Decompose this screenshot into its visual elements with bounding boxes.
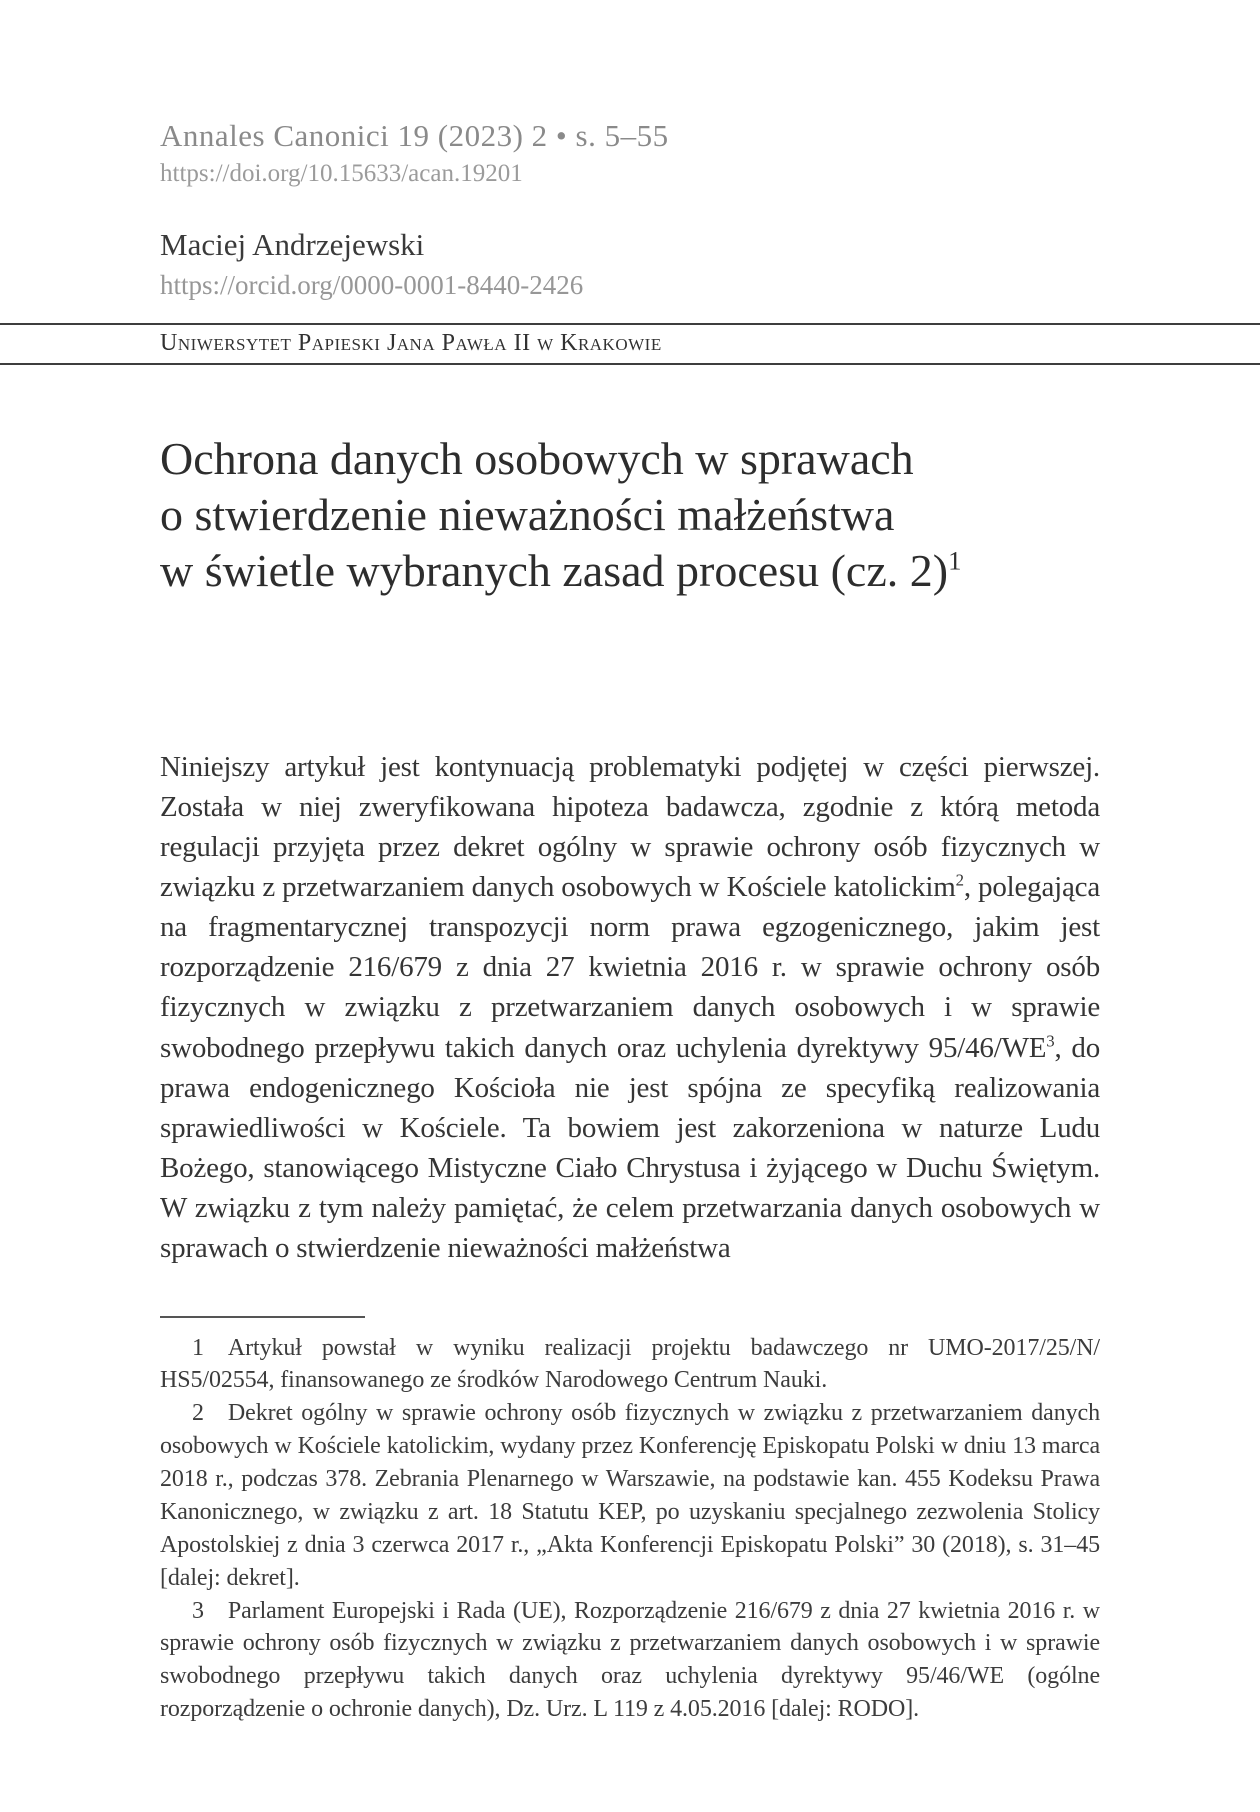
author-name: Maciej Andrzejewski	[160, 226, 425, 262]
title-line-1: Ochrona danych osobowych w sprawach	[160, 433, 914, 485]
abstract-segment-3: , do prawa endogenicznego Kościoła nie jest spójna ze specyfiką realizowania sprawiedliwości w Kościele. Ta bowiem jest zakorzeniona w naturze Ludu Bożego, stanowiącego Mistyczne Ciało Chrystusa i żyjącego w Duchu Świętym. W związku z tym należy pamiętać, że celem przetwarzania danych osobowych w sprawach o stwierdzenie nieważności małżeństwa	[160, 1031, 1100, 1264]
footnote-2-marker: 2	[192, 1400, 204, 1427]
affiliation-band	[0, 323, 1260, 365]
footnote-1	[160, 1332, 1100, 1398]
title-footnote-reference: 1	[948, 545, 962, 576]
footnote-2-text: Dekret ogólny w sprawie ochrony osób fizycznych w związku z przetwarzaniem danych osobowych w Kościele katolickim, wydany przez Konferencję Episkopatu Polski w dniu 13 marca 2018 r., podczas 378. Zebrania Plenarnego w Warszawie, na podstawie kan. 455 Kodeksu Prawa Kanonicznego, w związku z art. 18 Statutu KEP, po uzyskaniu specjalnego zezwolenia Stolicy Apostolskiej z dnia 3 czerwca 2017 r., „Akta Konferencji Episkopatu Polski” 30 (2018), s. 31–45 [dalej: dekret].	[160, 1400, 1100, 1591]
orcid-link[interactable]: https://orcid.org/0000-0001-8440-2426	[160, 270, 584, 301]
footnote-1-text: Artykuł powstał w wyniku realizacji projektu badawczego nr UMO-2017/25/N/ HS5/02554, finansowanego ze środków Narodowego Centrum Nauki.	[160, 1334, 1100, 1394]
abstract-segment-1: Niniejszy artykuł jest kontynuacją problematyki podjętej w części pierwszej. Została w niej zweryfikowana hipoteza badawcza, zgodnie z którą metoda regulacji przyjęta przez dekret ogólny w sprawie ochrony osób fizycznych w związku z przetwarzaniem danych osobowych w Kościele katolickim	[160, 751, 1100, 904]
doi-link[interactable]: https://doi.org/10.15633/acan.19201	[160, 159, 523, 187]
footnotes-section	[160, 1332, 1100, 1727]
author-affiliation: Uniwersytet Papieski Jana Pawła II w Krakowie	[160, 329, 662, 356]
footnote-3-marker: 3	[192, 1597, 204, 1624]
footnote-2	[160, 1397, 1100, 1594]
footnote-separator-rule	[160, 1316, 365, 1318]
footnote-3-text: Parlament Europejski i Rada (UE), Rozporządzenie 216/679 z dnia 27 kwietnia 2016 r. w sprawie ochrony osób fizycznych w związku z przetwarzaniem danych osobowych i w sprawie swobodnego przepływu takich danych oraz uchylenia dyrektywy 95/46/WE (ogólne rozporządzenie o ochronie danych), Dz. Urz. L 119 z 4.05.2016 [dalej: RODO].	[160, 1597, 1100, 1723]
title-line-3-text: w świetle wybranych zasad procesu (cz. 2)	[160, 545, 949, 597]
footnote-reference-3: 3	[1046, 1030, 1055, 1050]
abstract-paragraph	[160, 747, 1100, 1267]
journal-citation-line: Annales Canonici 19 (2023) 2 • s. 5–55	[160, 118, 669, 153]
footnote-reference-2: 2	[955, 870, 964, 890]
abstract-segment-2: , polegająca na fragmentarycznej transpozycji norm prawa egzogenicznego, jakim jest rozporządzenie 216/679 z dnia 27 kwietnia 2016 r. w sprawie ochrony osób fizycznych w związku z przetwarzaniem danych osobowych i w sprawie swobodnego przepływu takich danych oraz uchylenia dyrektywy 95/46/WE	[160, 871, 1100, 1064]
footnote-1-marker: 1	[192, 1334, 204, 1361]
masthead	[0, 0, 1260, 302]
article-title	[160, 431, 1100, 599]
title-line-3	[160, 543, 1100, 599]
footnote-3	[160, 1595, 1100, 1727]
title-line-2: o stwierdzenie nieważności małżeństwa	[160, 489, 895, 541]
